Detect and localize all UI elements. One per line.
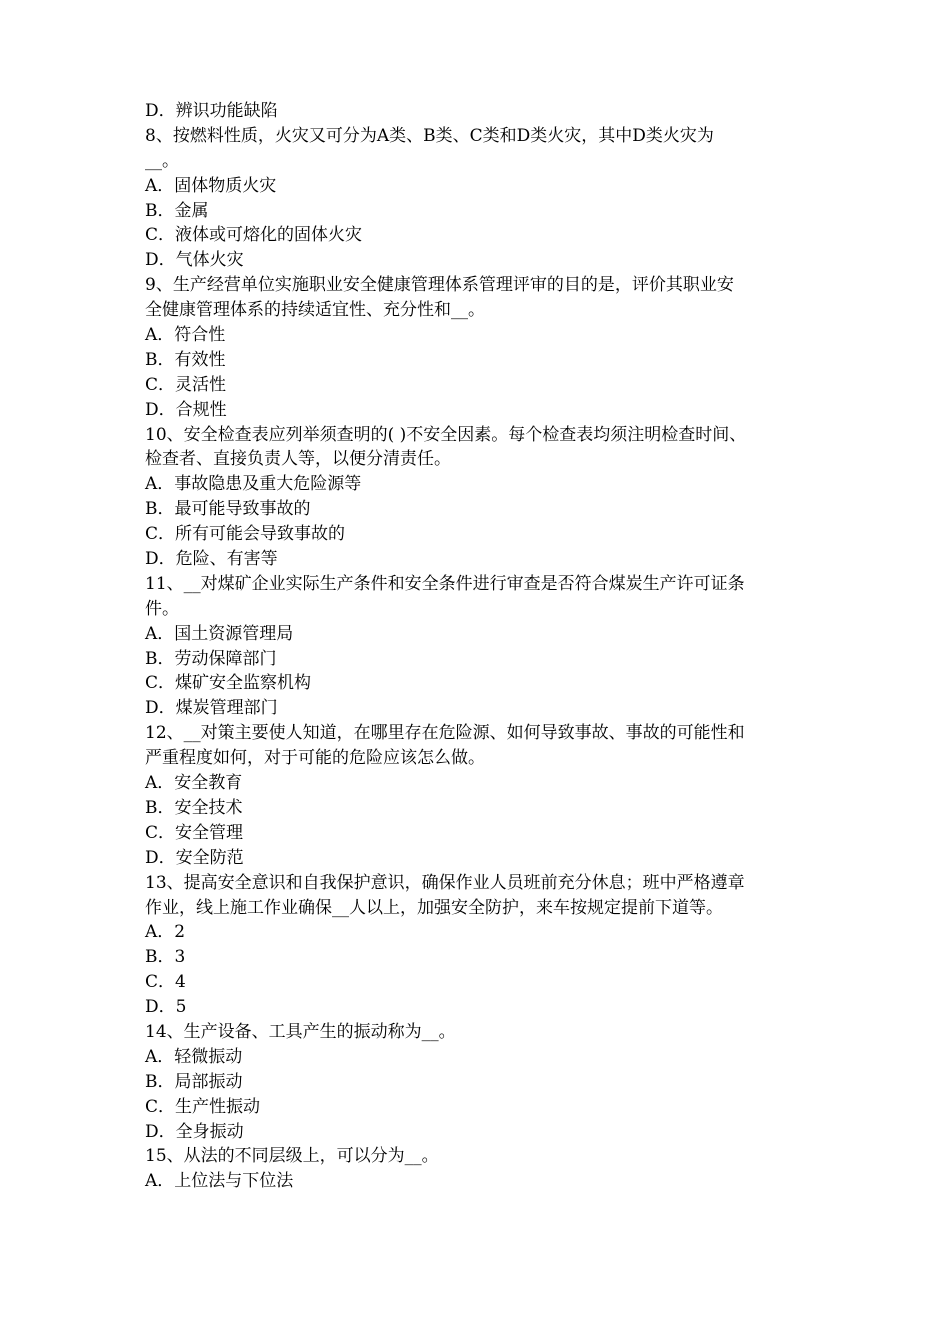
option-line: C．安全管理	[145, 822, 244, 843]
option-line: A．安全教育	[145, 773, 243, 794]
question-line: 全健康管理体系的持续适宜性、充分性和__。	[145, 300, 485, 321]
option-line: C．液体或可熔化的固体火灾	[145, 225, 363, 246]
option-line: D．全身振动	[145, 1121, 244, 1142]
question-line: 严重程度如何，对于可能的危险应该怎么做。	[145, 748, 485, 769]
question-line: __。	[145, 150, 179, 171]
question-line: 15、从法的不同层级上，可以分为__。	[145, 1146, 439, 1167]
option-line: D．煤炭管理部门	[145, 698, 278, 719]
question-line: 12、__对策主要使人知道，在哪里存在危险源、如何导致事故、事故的可能性和	[145, 723, 745, 744]
option-line: D．安全防范	[145, 847, 244, 868]
option-line: C．4	[145, 972, 186, 993]
question-line: 10、安全检查表应列举须查明的( )不安全因素。每个检查表均须注明检查时间、	[145, 424, 747, 445]
option-line: D．危险、有害等	[145, 549, 278, 570]
option-line: A．事故隐患及重大危险源等	[145, 474, 362, 495]
option-line: D．合规性	[145, 399, 227, 420]
option-line: D．5	[145, 997, 187, 1018]
option-line: D．气体火灾	[145, 250, 244, 271]
option-line: A．固体物质火灾	[145, 175, 277, 196]
option-line: C．煤矿安全监察机构	[145, 673, 312, 694]
question-line: 11、__对煤矿企业实际生产条件和安全条件进行审查是否符合煤炭生产许可证条	[145, 573, 745, 594]
option-line: B．金属	[145, 200, 209, 221]
option-line: A．国土资源管理局	[145, 623, 294, 644]
question-line: 14、生产设备、工具产生的振动称为__。	[145, 1021, 456, 1042]
question-text-block	[145, 99, 820, 1194]
option-line: D．辨识功能缺陷	[145, 101, 278, 121]
question-line: 件。	[145, 598, 179, 619]
question-line: 13、提高安全意识和自我保护意识，确保作业人员班前充分休息；班中严格遵章	[145, 872, 745, 893]
option-line: B．劳动保障部门	[145, 648, 277, 669]
option-line: B．最可能导致事故的	[145, 499, 311, 520]
question-line: 作业，线上施工作业确保__人以上，加强安全防护，来车按规定提前下道等。	[145, 897, 723, 918]
option-line: B．局部振动	[145, 1071, 243, 1092]
option-line: C．所有可能会导致事故的	[145, 524, 346, 545]
option-line: A．符合性	[145, 325, 226, 346]
option-line: A．轻微振动	[145, 1046, 243, 1067]
question-line: 检查者、直接负责人等，以便分清责任。	[145, 449, 451, 470]
option-line: B．安全技术	[145, 797, 243, 818]
option-line: C．灵活性	[145, 374, 227, 395]
option-line: C．生产性振动	[145, 1096, 261, 1117]
option-line: A．2	[145, 922, 186, 943]
option-line: A．上位法与下位法	[145, 1171, 294, 1192]
question-line: 8、按燃料性质，火灾又可分为A类、B类、C类和D类火灾，其中D类火灾为	[145, 125, 714, 146]
option-line: B．有效性	[145, 349, 226, 370]
question-line: 9、生产经营单位实施职业安全健康管理体系管理评审的目的是，评价其职业安	[145, 275, 734, 296]
option-line: B．3	[145, 947, 186, 968]
